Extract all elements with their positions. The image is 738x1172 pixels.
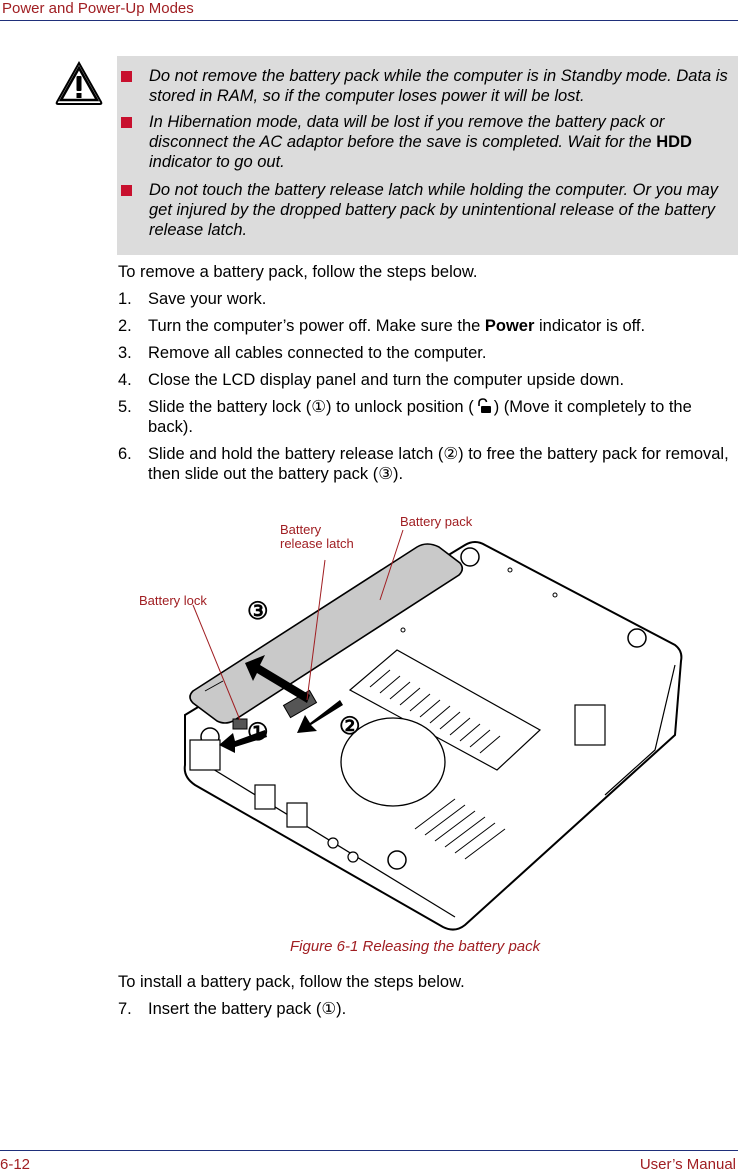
step-number: 4. xyxy=(118,371,132,389)
caution-text: In Hibernation mode, data will be lost if you remove the battery pack or disconnect the AC adaptor before the save is completed. Wait for the HDD indicator to go out. xyxy=(149,113,692,171)
step-text: Save your work. xyxy=(148,290,267,308)
square-bullet-icon xyxy=(121,71,132,82)
step-number: 7. xyxy=(118,1000,132,1018)
step-number: 5. xyxy=(118,398,132,416)
step-text: Insert the battery pack (①). xyxy=(148,1000,347,1018)
page-number: 6-12 xyxy=(0,1156,31,1172)
figure-caption: Figure 6-1 Releasing the battery pack xyxy=(290,938,541,955)
caution-box xyxy=(117,56,738,255)
step-number: 2. xyxy=(118,317,132,335)
footer-rule xyxy=(0,1150,738,1151)
marker-one: ① xyxy=(247,719,269,746)
running-header: Power and Power-Up Modes xyxy=(2,0,194,17)
battery-lock-label: Battery lock xyxy=(139,593,207,608)
step-text: Slide and hold the battery release latch (②) to free the battery pack for removal, then slide out the battery pack (③). xyxy=(148,445,729,483)
step-text: Turn the computer’s power off. Make sure the Power indicator is off. xyxy=(148,317,646,335)
square-bullet-icon xyxy=(121,117,132,128)
power-label: Power xyxy=(484,317,535,335)
release-latch-label-line1: Battery xyxy=(280,522,322,537)
release-latch-label-line2: release latch xyxy=(280,536,354,551)
remove-intro: To remove a battery pack, follow the steps below. xyxy=(118,263,478,281)
caution-text: Do not remove the battery pack while the computer is in Standby mode. Data is stored in RAM, so if the computer loses power it will be lost. xyxy=(149,67,728,105)
square-bullet-icon xyxy=(121,185,132,196)
step-text: Close the LCD display panel and turn the computer upside down. xyxy=(148,371,625,389)
warning-triangle-icon xyxy=(54,60,104,106)
step-number: 3. xyxy=(118,344,132,362)
manual-name: User’s Manual xyxy=(639,1156,736,1172)
header-rule xyxy=(0,20,738,21)
battery-pack-label: Battery pack xyxy=(400,514,473,529)
step-text: Slide the battery lock (①) to unlock position ( ) (Move it completely to the back). xyxy=(148,398,692,436)
battery-release-figure xyxy=(135,505,695,935)
marker-two: ② xyxy=(339,713,361,740)
unlock-icon xyxy=(476,398,492,414)
install-intro: To install a battery pack, follow the steps below. xyxy=(118,973,465,991)
step-number: 6. xyxy=(118,445,132,463)
step-number: 1. xyxy=(118,290,132,308)
caution-text: Do not touch the battery release latch while holding the computer. Or you may get injured by the dropped battery pack by unintentional release of the battery release latch. xyxy=(149,181,718,239)
step-text: Remove all cables connected to the computer. xyxy=(148,344,487,362)
marker-three: ③ xyxy=(247,598,269,625)
hdd-label: HDD xyxy=(656,133,692,151)
laptop-underside-illustration xyxy=(135,505,695,935)
